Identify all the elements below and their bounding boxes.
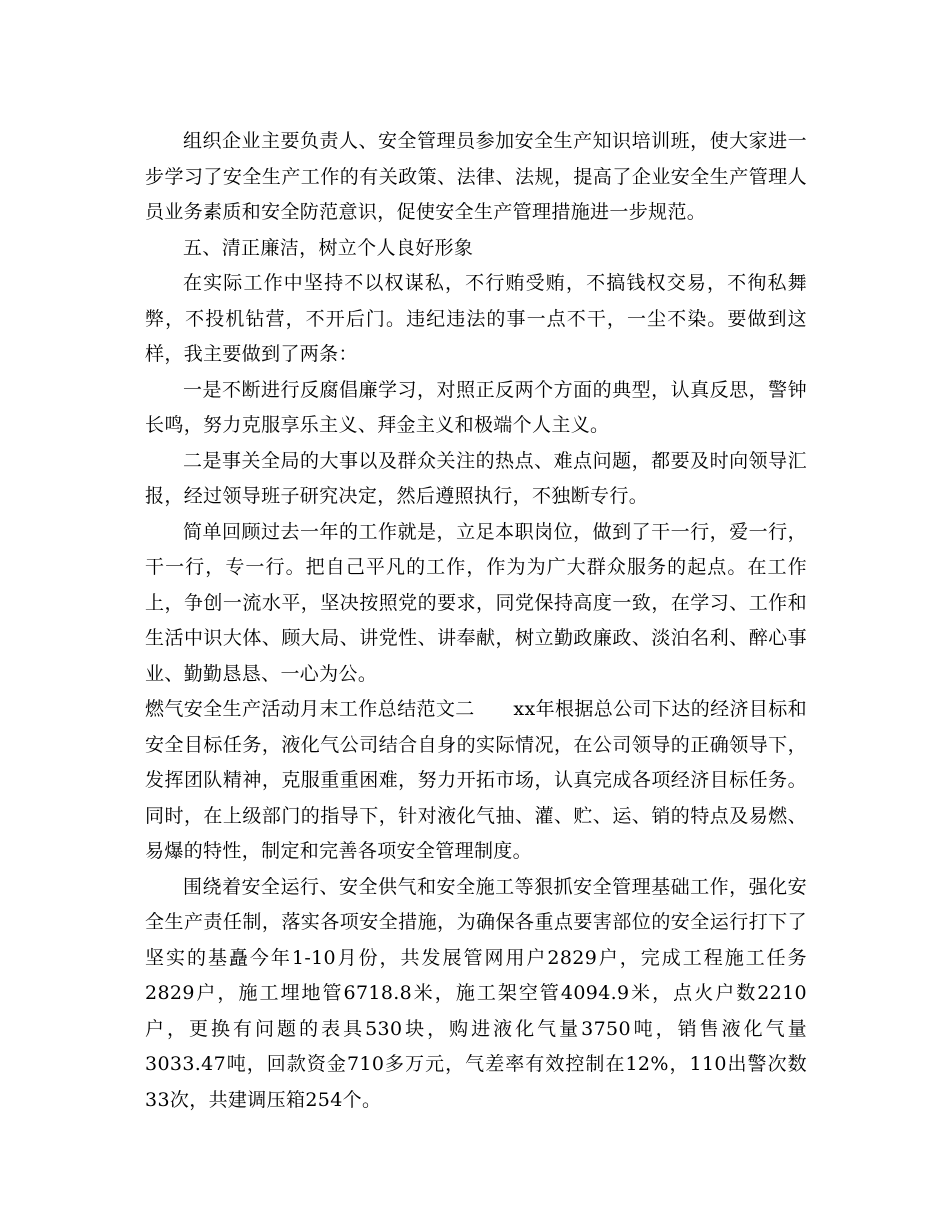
paragraph-point-two: 二是事关全局的大事以及群众关注的热点、难点问题，都要及时向领导汇报，经过领导班子研究决定，然后遵照执行，不独断专行。 <box>145 449 807 507</box>
section-heading-integrity: 五、清正廉洁，树立个人良好形象 <box>183 236 474 259</box>
paragraph-point-one: 一是不断进行反腐倡廉学习，对照正反两个方面的典型，认真反思，警钟长鸣，努力克服享乐主义、拜金主义和极端个人主义。 <box>145 378 807 436</box>
paragraph-conduct: 在实际工作中坚持不以权谋私，不行贿受贿，不搞钱权交易，不徇私舞弊，不投机钻营，不开后门。违纪违法的事一点不干，一尘不染。要做到这样，我主要做到了两条： <box>145 272 807 365</box>
paragraph-review: 简单回顾过去一年的工作就是，立足本职岗位，做到了干一行，爱一行，干一行，专一行。把自己平凡的工作，作为为广大群众服务的起点。在工作上，争创一流水平，坚决按照党的要求，同党保持高度一致，在学习、工作和生活中识大体、顾大局、讲党性、讲奉献，树立勤政廉政、淡泊名利、醉心事业、勤勤恳恳、一心为公。 <box>145 520 807 685</box>
paragraph-training: 组织企业主要负责人、安全管理员参加安全生产知识培训班，使大家进一步学习了安全生产工作的有关政策、法律、法规，提高了企业安全生产管理人员业务素质和安全防范意识，促使安全生产管理措施进一步规范。 <box>145 130 807 223</box>
document-body <box>145 124 807 1118</box>
paragraph-summary-two: 燃气安全生产活动月末工作总结范文二 xx年根据总公司下达的经济目标和安全目标任务，液化气公司结合自身的实际情况，在公司领导的正确领导下，发挥团队精神，克服重重困难，努力开拓市场，认真完成各项经济目标任务。同时，在上级部门的指导下，针对液化气抽、灌、贮、运、销的特点及易燃、易爆的特性，制定和完善各项安全管理制度。 <box>145 698 807 862</box>
paragraph-statistics: 围绕着安全运行、安全供气和安全施工等狠抓安全管理基础工作，强化安全生产责任制，落实各项安全措施，为确保各重点要害部位的安全运行打下了坚实的基矗今年1-10月份，共发展管网用户2829户，完成工程施工任务2829户，施工埋地管6718.8米，施工架空管4094.9米，点火户数2210户，更换有问题的表具530块，购进液化气量3750吨，销售液化气量3033.47吨，回款资金710多万元，气差率有效控制在12%，110出警次数33次，共建调压箱254个。 <box>145 875 807 1111</box>
